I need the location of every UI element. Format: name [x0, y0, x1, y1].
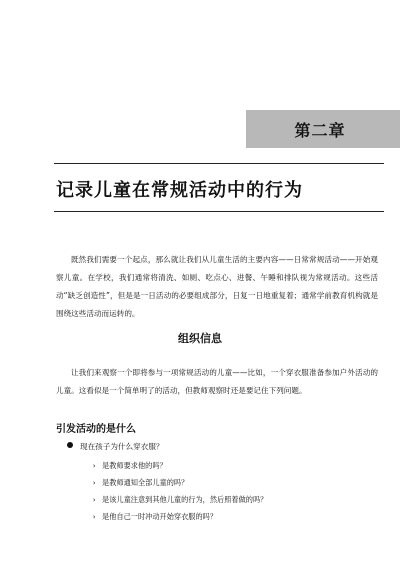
- section-heading: 组织信息: [178, 332, 222, 345]
- title-rule-bottom: [54, 211, 384, 212]
- chapter-label: 第二章: [294, 121, 346, 140]
- question-list: [92, 457, 267, 525]
- bullet-text: 现在孩子为什么穿衣服？: [80, 442, 164, 451]
- arrow-right-icon: ›: [92, 495, 97, 504]
- question-item: [92, 474, 267, 491]
- question-item: [92, 508, 267, 525]
- chapter-title: 记录儿童在常规活动中的行为: [56, 180, 303, 201]
- bullet-item: [80, 441, 164, 452]
- arrow-right-icon: ›: [92, 478, 97, 487]
- bullet-dot-icon: [67, 442, 73, 448]
- question-text: 是教师要求他的吗？: [102, 461, 167, 470]
- question-item: [92, 491, 267, 508]
- arrow-right-icon: ›: [92, 461, 97, 470]
- question-text: 是该儿童注意到其他儿童的行为，然后照着做的吗？: [102, 495, 268, 504]
- question-item: [92, 457, 267, 474]
- section-paragraph: 让我们来观察一个即将参与一项常规活动的儿童——比如，一个穿衣服准备参加户外活动的儿童。这看似是一个简单明了的活动，但教师观察时还是要记住下列问题。: [56, 367, 378, 395]
- question-text: 是他自己一时冲动开始穿衣服的吗？: [102, 512, 218, 521]
- question-text: 是教师通知全部儿童的吗？: [102, 478, 189, 487]
- title-rule-top: [54, 163, 384, 164]
- arrow-right-icon: ›: [92, 512, 97, 521]
- intro-paragraph: 既然我们需要一个起点，那么就让我们从儿童生活的主要内容——日常常规活动——开始观察儿童。在学校，我们通常将清洗、如厕、吃点心、进餐、午睡和排队视为常规活动。这些活动“缺乏创造性”，但是是一日活动的必要组成部分，日复一日地重复着；通常学前教育机构就是围绕这些活动而运转的。: [56, 254, 378, 318]
- subsection-heading: 引发活动的是什么: [56, 424, 136, 435]
